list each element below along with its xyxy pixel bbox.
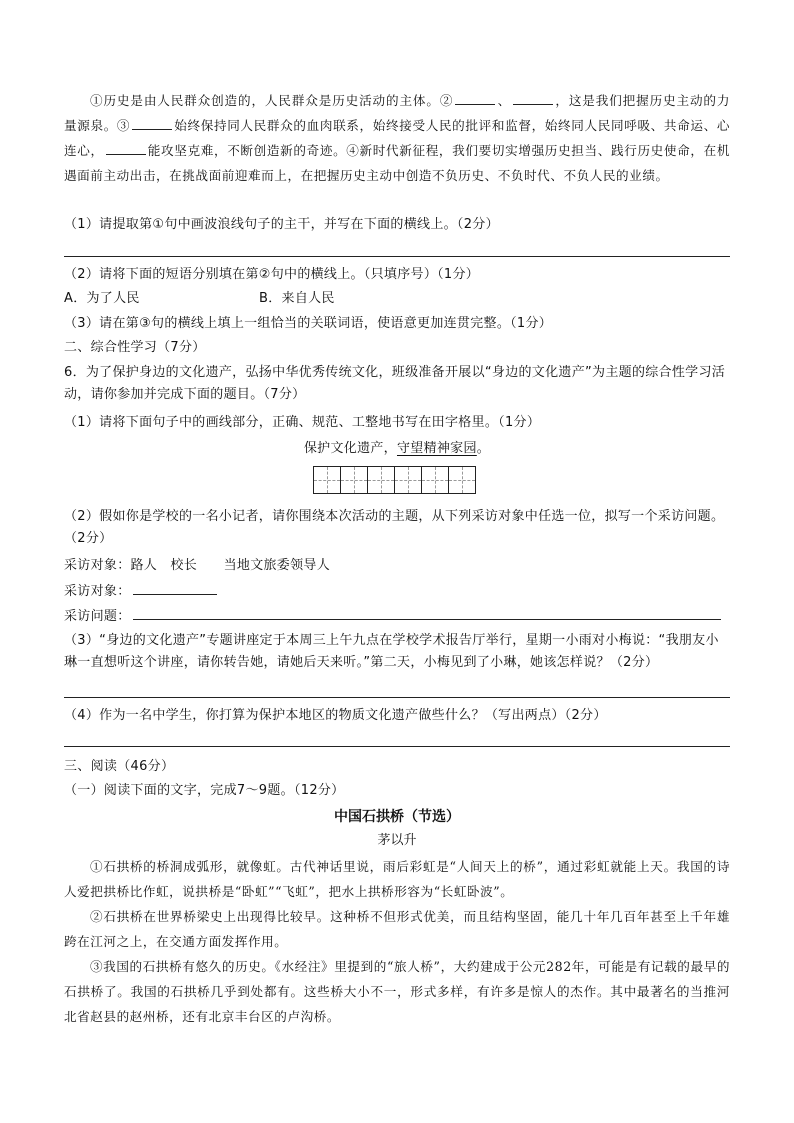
- question-6-1-sentence: 保护文化遗产，守望精神家园。: [303, 441, 491, 456]
- question-6-1: （1）请将下面句子中的画线部分，正确、规范、工整地书写在田字格里。（1分）: [64, 415, 541, 430]
- question-2: （2）请将下面的短语分别填在第②句中的横线上。（只填序号）（1分）: [64, 267, 480, 282]
- grid-cell[interactable]: [394, 466, 422, 494]
- article-paragraph-1: ①石拱桥的桥洞成弧形，就像虹。古代神话里说，雨后彩虹是“人间天上的桥”，通过彩虹就能上天。我国的诗人爱把拱桥比作虹，说拱桥是“卧虹”“飞虹”，把水上拱桥形容为“长虹卧波”。: [64, 859, 730, 899]
- question-6-intro: 6．为了保护身边的文化遗产，弘扬中华优秀传统文化，班级准备开展以“身边的文化遗产”为主题的综合性学习活动，请你参加并完成下面的题目。（7分）: [64, 365, 726, 402]
- grid-cell[interactable]: [313, 466, 341, 494]
- article-paragraph-2: ②石拱桥在世界桥梁史上出现得比较早。这种桥不但形式优美，而且结构坚固，能几十年几百年甚至上千年雄跨在江河之上，在交通方面发挥作用。: [64, 909, 730, 949]
- interview-question-input[interactable]: [133, 605, 721, 620]
- question-6-2: （2）假如你是学校的一名小记者，请你围绕本次活动的主题，从下列采访对象中任选一位，拟写一个采访问题。（2分）: [64, 509, 725, 546]
- section-2-heading: 二、综合性学习（7分）: [64, 340, 206, 355]
- grid-cell[interactable]: [340, 466, 368, 494]
- answer-line-q6-3[interactable]: [64, 697, 730, 698]
- question-1: （1）请提取第①句中画波浪线句子的主干，并写在下面的横线上。（2分）: [64, 217, 499, 232]
- passage-1: ①历史是由人民群众创造的，人民群众是历史活动的主体。② 、 ，这是我们把握历史主动的力量源泉。③ 始终保持同人民群众的血肉联系，始终接受人民的批评和监督，始终同人民同呼吸、共命运、心连心， 能攻坚克难，不断创造新的奇迹。④新时代新征程，我们要切实增强历史担当、践行历史使命，在机遇面前主动出击，在挑战面前迎难而上，在把握历史主动中创造不负历史、不负时代、不负人民的业绩。: [64, 88, 730, 188]
- grid-cell[interactable]: [367, 466, 395, 494]
- section-3-heading: 三、阅读（46分）: [64, 759, 175, 774]
- blank-2a[interactable]: [455, 90, 495, 105]
- tian-zi-grid: [313, 466, 476, 494]
- article-paragraph-3: ③我国的石拱桥有悠久的历史。《水经注》里提到的“旅人桥”，大约建成于公元282年，可能是有记载的最早的石拱桥了。我国的石拱桥几乎到处都有。这些桥大小不一，形式多样，有许多是惊人的杰作。其中最著名的当推河北省赵县的赵州桥，还有北京丰台区的卢沟桥。: [64, 959, 730, 1024]
- question-2-options: [64, 288, 730, 310]
- reading-1-instructions: （一）阅读下面的文字，完成7～9题。（12分）: [64, 783, 345, 798]
- blank-2b[interactable]: [513, 90, 553, 105]
- answer-line-q1[interactable]: [64, 256, 730, 257]
- answer-line-q6-4[interactable]: [64, 746, 730, 747]
- interview-question-row: 采访问题：: [64, 605, 730, 628]
- option-b: B．来自人民: [259, 291, 335, 306]
- question-6-3: （3）“身边的文化遗产”专题讲座定于本周三上午九点在学校学术报告厅举行，星期一小雨对小梅说：“我朋友小琳一直想听这个讲座，请你转告她，请她后天来听。”第二天，小梅见到了小琳，她该怎样说？（2分）: [64, 633, 719, 670]
- underlined-phrase: 守望精神家园: [396, 441, 477, 456]
- interview-target-input[interactable]: [133, 580, 217, 595]
- article-title: 中国石拱桥（节选）: [334, 809, 460, 825]
- question-3: （3）请在第③句的横线上填上一组恰当的关联词语，使语意更加连贯完整。（1分）: [64, 316, 553, 331]
- question-6-4: （4）作为一名中学生，你打算为保护本地区的物质文化遗产做些什么？（写出两点）（2分）: [64, 708, 607, 723]
- interview-target-row: 采访对象：: [64, 580, 730, 603]
- grid-cell[interactable]: [421, 466, 449, 494]
- grid-cell[interactable]: [448, 466, 476, 494]
- option-a: A．为了人民: [64, 291, 140, 306]
- blank-3a[interactable]: [132, 115, 172, 130]
- article-author: 茅以升: [377, 833, 417, 848]
- interview-targets: 采访对象：路人 校长 当地文旅委领导人: [64, 558, 331, 573]
- blank-3b[interactable]: [106, 140, 146, 155]
